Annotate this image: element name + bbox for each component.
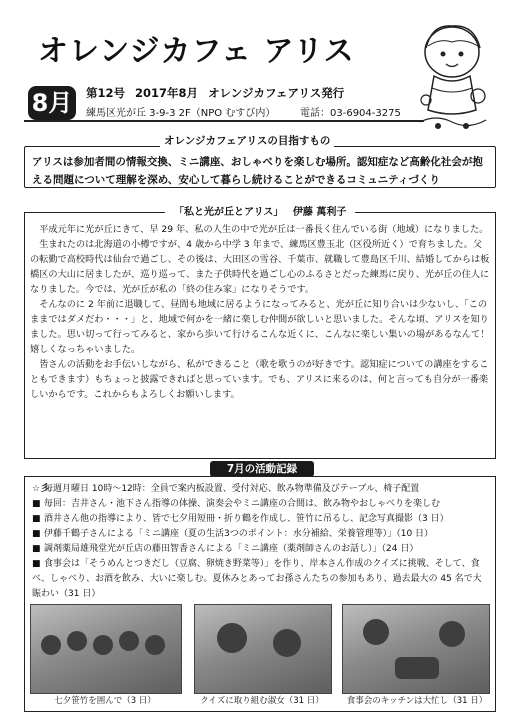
activity-item xyxy=(32,557,490,602)
header-divider xyxy=(24,120,424,122)
activities-list xyxy=(32,482,490,602)
photo-caption: クイズに取り組む淑女（31 日） xyxy=(200,696,324,706)
activity-text: 伊藤千鶴子さんによる「ミニ講座（夏の生活3つのポイント：水分補給、栄養管理等）」（10 日） xyxy=(44,529,434,539)
telephone: 電話：03-6904-3275 xyxy=(300,108,401,119)
activity-item xyxy=(32,482,490,497)
issue-number: 第12号 xyxy=(86,86,126,100)
group-photo-icon xyxy=(30,604,182,694)
activity-item xyxy=(32,527,490,542)
month-badge: 8月 xyxy=(28,86,76,120)
essay-heading xyxy=(165,203,355,218)
activity-item xyxy=(32,512,490,527)
essay-paragraph: 生まれたのは北海道の小樽ですが、4 歳から中学 3 年まで、練馬区豊玉北（区役所近く）で育ちました。父の転勤で高校時代は仙台で過ごし、その後は、大田区の雪谷、千葉市、就職して豊島区千川、結婚してからは板橋区の大山に居ましたが、巡り巡って、また子供時代を過ごし心のふるさとだった練馬に戻り、光が丘の住人になりました。今では、光が丘が私の「終の住み家」になりそうです。 xyxy=(30,239,490,295)
publisher: オレンジカフェアリス発行 xyxy=(208,86,345,100)
square-bullet-icon: ■ xyxy=(32,559,41,569)
issue-date: 2017年8月 xyxy=(135,86,199,100)
square-bullet-icon: ■ xyxy=(32,514,41,524)
mascot-illustration-icon xyxy=(412,18,494,136)
activity-text: 毎回：吉井さん・池下さん指導の体操、演奏会やミニ講座の合間は、飲み物やおしゃべりを楽しむ xyxy=(44,499,441,509)
activity-item xyxy=(32,542,490,557)
activity-text: 酒井さん他の指導により、皆で七夕用短冊・折り鶴を作成し、笹竹に吊るし、記念写真撮影（3 日） xyxy=(44,514,449,524)
purpose-title: オレンジカフェアリスの目指すもの xyxy=(160,133,334,148)
activity-item xyxy=(32,497,490,512)
square-bullet-icon: ■ xyxy=(32,529,41,539)
essay-title: 「私と光が丘とアリス」 xyxy=(174,207,284,218)
essay-author: 伊藤 萬利子 xyxy=(292,207,347,218)
essay-body xyxy=(30,222,490,402)
kitchen-photo-icon xyxy=(342,604,490,694)
essay-paragraph: そんなのに 2 年前に退職して、昼間も地域に居るようになってみると、光が丘に知り合いは少ないし、「このままではダメだわ・・・」と、地域で何かを一緒に楽しむ仲間が欲しいと思いました。そんな頃、アリスを知りました。思い切って行ってみると、家から歩いて行けるこんな近くに、こんなに楽しい集いの場があるなんて！嬉しくなっちゃいました。 xyxy=(30,299,490,355)
newsletter-title: オレンジカフェ アリス xyxy=(38,34,355,69)
address: 練馬区光が丘 3-9-3 2F（NPO むすび内） xyxy=(86,108,276,119)
purpose-text: アリスは参加者間の情報交換、ミニ講座、おしゃべりを楽しむ場所。認知症など高齢化社会が抱える問題について理解を深め、安心して暮らし続けることができるコミュニティづくり xyxy=(32,156,483,186)
photo-caption: 七夕笹竹を囲んで（3 日） xyxy=(54,696,156,706)
square-bullet-icon: ■ xyxy=(32,544,41,554)
photo-caption: 食事会のキッチンは大忙し（31 日） xyxy=(346,696,488,706)
quiz-photo-icon xyxy=(194,604,332,694)
square-bullet-icon: ■ xyxy=(32,499,41,509)
activity-text: 調剤薬局雄飛堂光が丘店の藤田智香さんによる「ミニ講座（薬剤師さんのお話し）」（24 日） xyxy=(44,544,419,554)
activity-text: 食事会は「そうめんとつきだし（豆腐、卵焼き野菜等）」を作り、岸本さん作成のクイズに挑戦、そして、食べ、しゃべり、お酒を飲み、大いに楽しむ。夏休みとあってお孫さんたちの参加もあり、過去最大の 45 名で大賑わい（31 日） xyxy=(32,559,482,599)
essay-paragraph: 皆さんの活動をお手伝いしながら、私ができること（歌を歌うのが好きです。認知症についての講座をすることもできます）もちょっと披露できればと思っています。でも、アリスに来るのは、何と言っても自分が一番楽しいからです。これからもよろしくお願いします。 xyxy=(30,359,489,400)
essay-paragraph: 平成元年に光が丘にきて、早 29 年、私の人生の中で光が丘は一番長く住んでいる街（地域）になりました。 xyxy=(39,224,489,235)
star-bullet-icon: ☆彡 xyxy=(32,484,50,494)
activity-text: 毎週月曜日 10時～12時：全員で案内板設置、受付対応、飲み物準備及びテーブル、椅子配置 xyxy=(44,484,420,494)
activities-banner: 7月の活動記録 xyxy=(210,461,314,477)
issue-line xyxy=(86,85,350,101)
